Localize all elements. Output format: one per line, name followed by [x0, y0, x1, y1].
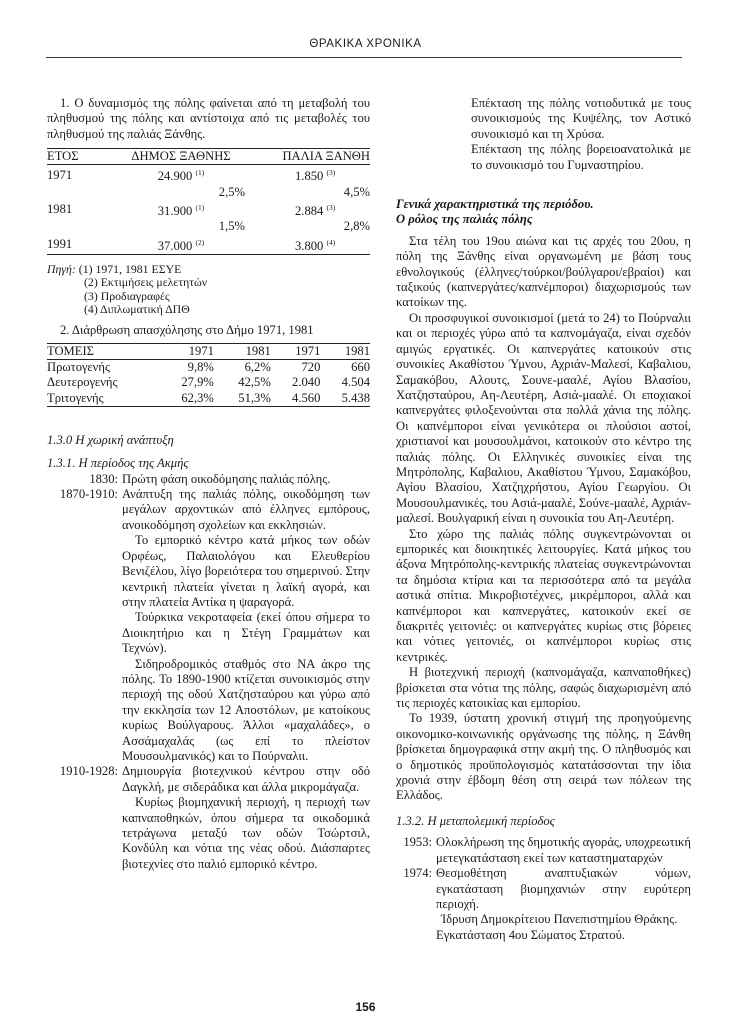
body-paragraph: Στα τέλη του 19ου αιώνα και τις αρχές του 20ου, η πόλη της Ξάνθης είναι οργανωμένη με βάση τους εθνολογικούς (έλληνες/τούρκοι/βούλγαροι/εβραίοι) και ταξικούς (καπνεργάτες/καπνέμποροι) διαχωρισμούς των κατοίκων της.: [396, 233, 691, 310]
timeline-year: 1830:: [89, 471, 118, 486]
table-row: [47, 375, 370, 390]
table-row: [47, 235, 370, 255]
timeline-entry: [47, 487, 370, 533]
population-table: [47, 148, 370, 255]
table-row: [47, 165, 370, 185]
timeline-text: Ολοκλήρωση της δημοτικής αγοράς, υποχρεωτική μετεγκατάσταση εκεί των καταστηματαρχών: [436, 835, 691, 865]
body-paragraph: Η βιοτεχνική περιοχή (καπνομάγαζα, καπναποθήκες) βρίσκεται στα νότια της πόλης, σαφώς διαχωρισμένη από τις περιοχές κατοικίας και εμπορίου.: [396, 665, 691, 711]
table-header-cell: 1981: [214, 344, 271, 360]
table-cell: 4,5%: [343, 184, 370, 199]
source-label: Πηγή:: [47, 262, 76, 276]
table-cell: 1971: [47, 167, 73, 182]
timeline-paragraph: Σιδηροδρομικός σταθμός στο ΝΑ άκρο της πόλης. Το 1890-1900 κτίζεται συνοικισμός στην περιοχή της οδού Χατζησταύρου και γύρω από την εκκλησία των 12 Αποστόλων, με κατοίκους κυρίως Βούλγαρους. Άλλοι «μαχαλάδες», ο Ασσάμαχαλάς (ως επί το πλείστον Μουσουλμανικός) και το Πούρναλιι.: [122, 656, 370, 763]
right-column: [396, 96, 691, 943]
employment-intro: 2. Διάρθρωση απασχόλησης στο Δήμο 1971, 1981: [60, 322, 314, 337]
table-cell: 3.800 $^{(4)}$: [245, 235, 370, 255]
source-item: (4) Διπλωματική ΔΠΘ: [84, 302, 190, 317]
source-item: (3) Προδιαγραφές: [84, 288, 170, 303]
table-row: [47, 200, 370, 219]
extension-paragraph: Επέκταση της πόλης βορειοανατολικά με το συνοικισμό του Γυμναστηρίου.: [471, 142, 691, 172]
timeline-text: Δημιουργία βιοτεχνικού κέντρου στην οδό Δαγκλή, με σιδεράδικα και άλλα μικρομάγαζα.: [122, 764, 370, 794]
table-cell: Πρωτογενής: [47, 360, 110, 375]
table-header-cell: ΤΟΜΕΙΣ: [47, 344, 157, 360]
timeline-entry: [396, 866, 691, 912]
table-cell: 9,8%: [187, 360, 214, 375]
source-item: (2) Εκτιμήσεις μελετητών: [84, 275, 208, 290]
table-cell: 4.560: [271, 391, 321, 407]
timeline-year: 1974:: [403, 866, 432, 881]
table-header-cell: 1971: [271, 344, 321, 360]
source-item: (1) 1971, 1981 ΕΣΥΕ: [78, 262, 182, 276]
table-cell: 42,5%: [238, 375, 271, 390]
table-header-cell: ΔΗΜΟΣ ΞΑΘΝΗΣ: [117, 149, 245, 165]
table-cell: 2,5%: [218, 184, 245, 199]
left-column: [47, 96, 370, 872]
section-heading: Ο ρόλος της παλιάς πόλης: [396, 212, 533, 227]
table-cell: 51,3%: [214, 391, 271, 407]
table-cell: 37.000 $^{(2)}$: [117, 235, 245, 255]
table-row: [47, 185, 370, 200]
table-cell: 6,2%: [244, 360, 271, 375]
table-cell: 31.900 $^{(1)}$: [157, 203, 205, 219]
table-header-cell: ΠΑΛΙΑ ΞΑΝΘΗ: [245, 149, 370, 165]
table-cell: 27,9%: [181, 375, 214, 390]
timeline-text: Πρώτη φάση οικοδόμησης παλιάς πόλης.: [122, 471, 331, 486]
running-header: ΘΡΑΚΙΚΑ ΧΡΟΝΙΚΑ: [309, 38, 422, 50]
timeline-year: 1870-1910:: [59, 487, 118, 502]
timeline-text: Θεσμοθέτηση αναπτυξιακών νόμων, εγκατάσταση βιομηχανιών στην ευρύτερη περιοχή.: [436, 866, 691, 911]
timeline-paragraph: Το εμπορικό κέντρο κατά μήκος των οδών Ορφέως, Παλαιολόγου και Ελευθερίου Βενιζέλου, λίγο βορειότερα του σημερινού. Στην κεντρική πλατεία γίνεται η λαϊκή αγορά, και στην πλατεία Αντίκα η ψαραγορά.: [122, 533, 370, 609]
table-cell: 1.850 $^{(3)}$: [295, 168, 336, 184]
table-cell: 660: [351, 360, 370, 375]
section-heading: Γενικά χαρακτηριστικά της περιόδου.: [396, 197, 594, 212]
table-cell: Τριτογενής: [47, 391, 157, 407]
subsection-heading: 1.3.1. Η περίοδος της Ακμής: [47, 456, 189, 471]
table-cell: 2,8%: [343, 219, 370, 234]
table-cell: 1991: [47, 235, 117, 255]
timeline-text: Ανάπτυξη της παλιάς πόλης, οικοδόμηση των μεγάλων αρχοντικών από έλληνες εμπόρους, ανοικοδόμηση σχολείων και εκκλησιών.: [122, 487, 370, 532]
table-cell: Δευτερογενής: [47, 375, 118, 390]
table-cell: 1,5%: [218, 219, 245, 234]
table-cell: 24.900 $^{(1)}$: [157, 168, 205, 184]
table-cell: 2.884 $^{(3)}$: [295, 203, 336, 219]
subsection-heading: 1.3.2. Η μεταπολεμική περίοδος: [396, 813, 555, 828]
timeline-entry: [47, 472, 370, 487]
table-source-note: [47, 263, 370, 317]
extension-paragraph: Επέκταση της πόλης νοτιοδυτικά με τους συνοικισμούς της Κυψέλης, τον Αστικό συνοικισμό και τη Χρύσα.: [471, 96, 691, 141]
table-cell: 4.504: [341, 375, 370, 390]
table-header-cell: 1971: [157, 344, 214, 360]
timeline-year: 1910-1928:: [59, 764, 118, 779]
table-cell: 62,3%: [157, 391, 214, 407]
table-header-cell: ΕΤΟΣ: [47, 149, 117, 165]
table-row: [47, 360, 370, 376]
body-paragraph: Στο χώρο της παλιάς πόλης συγκεντρώνονται οι εμπορικές και διοικητικές λειτουργίες. Κατά μήκος του άξονα Μητρόπολης-κεντρικής πλατείας συγκεντρώνονται τα δημόσια κτίρια και τα περισσότερα από τα μεγάλα αστικά σπίτια. Μικροβιοτέχνες, μικρέμποροι, αλλά και καπνέμποροι και καπνεργάτες, κατοικούν εκεί σε διακριτές γειτονιές: οι καπνεργάτες κυρίως στις βόρειες και νότιες γειτονιές, οι καπνέμποροι κυρίως στις κεντρικές.: [396, 526, 691, 664]
table-row: [47, 391, 370, 407]
timeline-paragraph: Κυρίως βιομηχανική περιοχή, η περιοχή των καπναποθηκών, όπου σήμερα τα οικοδομικά τετράγωνα μεταξύ των οδών Τσώρτσιλ, Κονδύλη και νότια της νέας οδού. Διάσπαρτες βιοτεχνίες στο παλιό εμπορικό κέντρο.: [122, 795, 370, 871]
table-header-cell: 1981: [320, 344, 370, 360]
timeline-year: 1953:: [403, 835, 432, 850]
timeline-paragraph: Τούρκικα νεκροταφεία (εκεί όπου σήμερα το Διοικητήριο και η Στέγη Γραμμάτων και Τεχνών).: [122, 610, 370, 656]
employment-table: [47, 343, 370, 407]
table-header-row: [47, 149, 370, 165]
table-cell: 2.040: [292, 375, 321, 390]
table-row: [47, 219, 370, 234]
table-cell: 5.438: [320, 391, 370, 407]
timeline-entry: [396, 835, 691, 866]
section-heading: 1.3.0 Η χωρική ανάπτυξη: [47, 432, 174, 447]
page-number: 156: [355, 1000, 376, 1014]
table-header-row: [47, 344, 370, 360]
timeline-entry: [47, 764, 370, 795]
table-cell: 1981: [47, 202, 73, 217]
timeline-paragraph: Εγκατάσταση 4ου Σώματος Στρατού.: [436, 927, 625, 942]
table-cell: 720: [301, 360, 321, 375]
body-paragraph: Το 1939, ύστατη χρονική στιγμή της προηγούμενης οικονομικο-κοινωνικής οργάνωσης της πόλης, η Ξάνθη βρίσκεται δημογραφικά στην ακμή της. Ο πληθυσμός και ο δημοτικός προϋπολογισμός κατατάσσονται την ίδια χρονιά στην έβδομη θέση στη σειρά των πόλεων της Ελλάδος.: [396, 711, 691, 803]
population-intro: 1. Ο δυναμισμός της πόλης φαίνεται από τη μεταβολή του πληθυσμού της πόλης και αντίστοιχα από τις μεταβολές του πληθυσμού της παλιάς Ξάνθης.: [47, 96, 370, 141]
timeline-paragraph: Ίδρυση Δημοκρίτειου Πανεπιστημίου Θράκης.: [441, 912, 678, 927]
body-paragraph: Οι προσφυγικοί συνοικισμοί (μετά το 24) το Πούρναλιι και οι περιοχές γύρω από τα καπνομάγαζα, είναι σχεδόν αμιγώς εργατικές. Οι καπνεργάτες κατοικούν στις συνοικίες Ακαθίστου Ύμνου, Αχριάν-Μαλεσί, Καβαλιου, Σαμακόβου, Αλουτς, Σουνε-μααλέ, Αγίου Βλασίου, Χατζησταύρου, Αη-Λευτέρη, Ασιά-μααλέ. Οι εποχιακοί καπνεργάτες φιλοξενούνται στα πολλά χάνια της πόλης. Οι καπνέμποροι είναι γενικότερα οι πλούσιοι αστοί, χριστιανοί και μουσουλμάνοι, κατοικούν στο κέντρο της παλιάς πόλης. Οι Ελληνικές συνοικίες είναι της Μητρόπολης, Καβαλιου, Ακαθίστου Ύμνου, Σαμακόβου, Αγίου Βλασίου, Χατζηχρήστου, Αγίου Γεωργίου. Οι Μουσουλμανικές, του Ασιά-μααλέ, Σούνε-μααλέ, Αχριάν-μαλεσί. Βουλγαρική είναι η συνοικία του Αη-Λευτέρη.: [396, 310, 691, 526]
header-rule: [46, 57, 682, 58]
